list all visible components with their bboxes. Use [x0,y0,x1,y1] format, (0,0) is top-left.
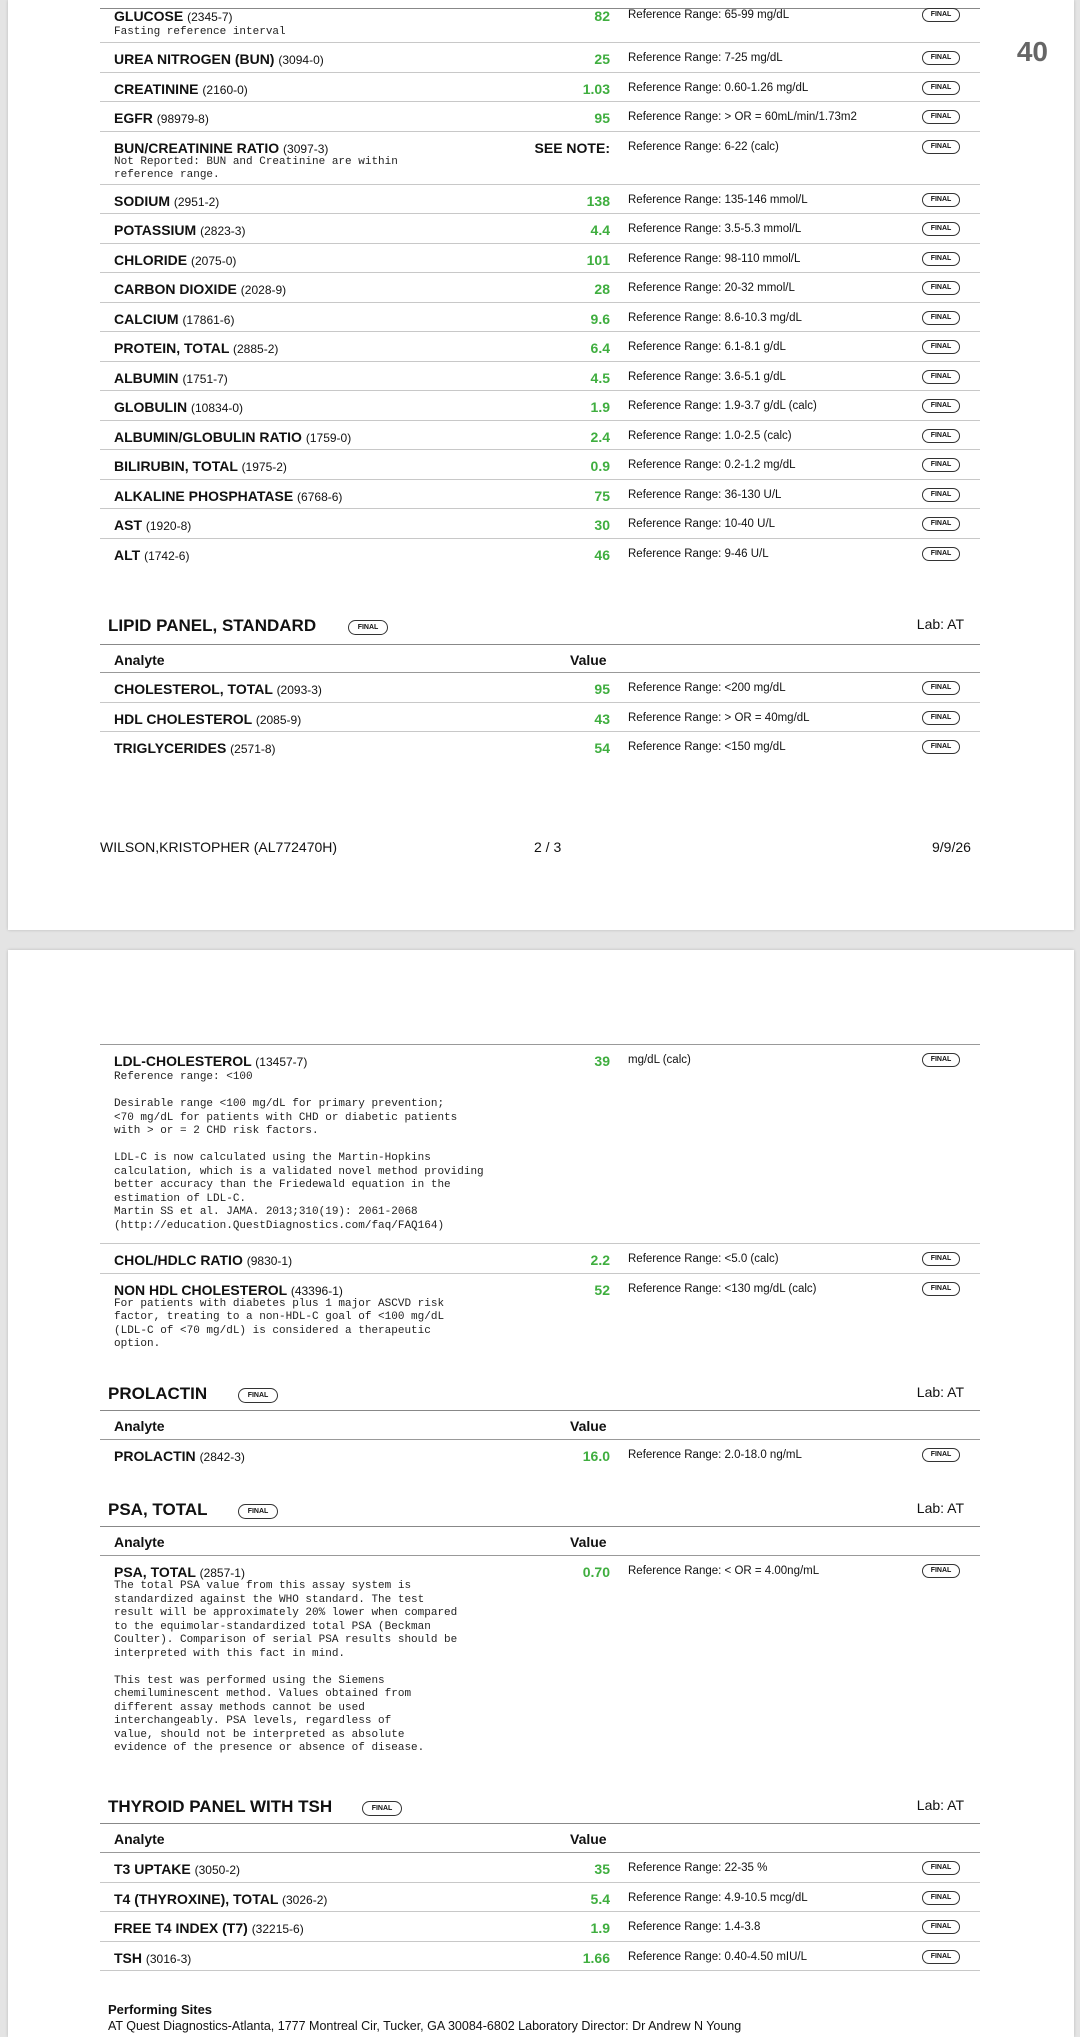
result-row-alt [100,539,980,568]
result-value: 1.03 [582,80,610,97]
result-row-prolactin [100,1440,980,1469]
analyte-name: POTASSIUM (2823-3) [114,222,246,238]
reference-range: Reference Range: <150 mg/dL [628,741,786,753]
analyte-name: BILIRUBIN, TOTAL (1975-2) [114,458,287,474]
analyte-name: CHOLESTEROL, TOTAL (2093-3) [114,681,322,697]
result-value: 35 [594,1861,610,1877]
result-value: 1.9 [590,1920,610,1936]
reference-range: Reference Range: <130 mg/dL (calc) [628,1282,817,1295]
analyte-name: CREATININE (2160-0) [114,80,248,97]
final-status-badge: FINAL [922,711,960,725]
final-status-badge: FINAL [922,193,960,207]
reference-range: Reference Range: 22-35 % [628,1862,768,1874]
result-row-calcium [100,303,980,333]
final-status-badge: FINAL [922,110,960,124]
reference-range: Reference Range: 20-32 mmol/L [628,282,795,294]
column-header-analyte: Analyte [114,1418,165,1434]
column-header-analyte: Analyte [114,1534,165,1550]
result-value: 1.9 [590,399,610,415]
reference-range: mg/dL (calc) [628,1054,691,1066]
final-status-badge: FINAL [238,1388,278,1403]
result-value: 43 [594,710,610,727]
result-row-globulin [100,391,980,421]
result-value: SEE NOTE: [534,139,610,156]
result-row-creatinine [100,73,980,103]
reference-range: Reference Range: 6-22 (calc) [628,140,779,153]
reference-range: Reference Range: 3.6-5.1 g/dL [628,370,786,383]
analyte-name: LDL-CHOLESTEROL (13457-7) [114,1053,308,1069]
result-row-bun-creatinine-ratio [100,132,980,185]
final-status-badge: FINAL [922,1891,960,1905]
final-status-badge: FINAL [362,1801,402,1816]
result-value: 2.4 [590,428,610,445]
final-status-badge: FINAL [922,1861,960,1875]
result-row-chol-hdlc-ratio [100,1244,980,1274]
reference-range: Reference Range: 36-130 U/L [628,488,782,501]
final-status-badge: FINAL [922,370,960,384]
result-row-alkaline-phosphatase [100,480,980,510]
reference-range: Reference Range: 7-25 mg/dL [628,52,783,64]
result-row-protein-total [100,332,980,362]
analyte-name: CARBON DIOXIDE (2028-9) [114,281,287,297]
result-value: 4.4 [590,222,610,238]
analyte-name: ALBUMIN (1751-7) [114,369,228,386]
analyte-name: GLUCOSE (2345-7) [114,8,233,24]
result-value: 82 [594,8,610,24]
final-status-badge: FINAL [348,620,388,635]
lipid-panel-section [100,612,980,762]
reference-range: Reference Range: 4.9-10.5 mcg/dL [628,1891,808,1904]
final-status-badge: FINAL [238,1504,278,1519]
thyroid-panel-section [100,1797,980,1977]
final-status-badge: FINAL [922,1252,960,1266]
reference-range: Reference Range: <5.0 (calc) [628,1253,779,1265]
final-status-badge: FINAL [922,140,960,154]
result-value: 6.4 [590,340,610,356]
final-status-badge: FINAL [922,1448,960,1462]
final-status-badge: FINAL [922,8,960,22]
analyte-name: GLOBULIN (10834-0) [114,399,244,415]
reference-range: Reference Range: 6.1-8.1 g/dL [628,341,786,353]
reference-range: Reference Range: 0.40-4.50 mIU/L [628,1950,807,1963]
final-status-badge: FINAL [922,281,960,295]
final-status-badge: FINAL [922,81,960,95]
reference-range: Reference Range: 0.2-1.2 mg/dL [628,459,796,471]
reference-range: Reference Range: 8.6-10.3 mg/dL [628,311,802,324]
result-value: 30 [594,517,610,533]
analyte-name: CALCIUM (17861-6) [114,310,235,327]
column-header-analyte: Analyte [114,1831,165,1847]
result-value: 75 [594,487,610,504]
result-row-egfr [100,102,980,132]
result-value: 2.2 [590,1252,610,1268]
final-status-badge: FINAL [922,252,960,266]
psa-section [100,1500,980,1760]
result-comment: The total PSA value from this assay system is standardized against the WHO standard. The test result will be approximately 20% lower when compared to the equimolar-standardized total PSA (Beckman Coulter). Comparison of serial PSA results should be interpreted with this fact in mind. This test was performed using the Siemens chemiluminescent method. Values obtained from different assay methods cannot be used interchangeably. PSA levels, regardless of value, should not be interpreted as absolute evidence of the presence or absence of disease. [114,1580,458,1754]
column-header-value: Value [570,1534,607,1550]
section-title: THYROID PANEL WITH TSH [108,1797,333,1816]
section-title: PSA, TOTAL [108,1500,208,1519]
analyte-name: SODIUM (2951-2) [114,192,220,209]
result-row-t3-uptake [100,1853,980,1883]
result-value: 54 [594,740,610,756]
final-status-badge: FINAL [922,222,960,236]
analyte-name: NON HDL CHOLESTEROL (43396-1) [114,1281,343,1298]
analyte-name: ALT (1742-6) [114,546,190,563]
result-row-bilirubin-total [100,450,980,480]
analyte-name: CHOL/HDLC RATIO (9830-1) [114,1252,293,1268]
final-status-badge: FINAL [922,681,960,695]
performing-sites-title: Performing Sites [108,2002,213,2017]
analyte-name: PROLACTIN (2842-3) [114,1448,245,1464]
result-row-albumin [100,362,980,392]
result-row-free-t4-index [100,1912,980,1942]
result-row-bun [100,43,980,73]
analyte-name: FREE T4 INDEX (T7) (32215-6) [114,1920,304,1936]
reference-range: Reference Range: 135-146 mmol/L [628,193,808,206]
result-row-cholesterol-total [100,673,980,703]
final-status-badge: FINAL [922,1564,960,1578]
footer-page-number: 2 / 3 [534,839,562,855]
result-value: 95 [594,681,610,697]
page-badge: 40 [1016,36,1048,67]
section-divider [100,644,980,645]
result-value: 101 [586,251,610,268]
result-value: 0.70 [582,1564,610,1580]
report-page-2 [8,0,1074,930]
lab-code: Lab: AT [916,616,964,632]
final-status-badge: FINAL [922,740,960,754]
analyte-name: ALKALINE PHOSPHATASE (6768-6) [114,487,343,504]
result-value: 52 [594,1281,610,1298]
lab-code: Lab: AT [916,1384,964,1400]
result-value: 25 [594,51,610,67]
reference-range: Reference Range: 1.4-3.8 [628,1921,761,1933]
result-comment: For patients with diabetes plus 1 major ASCVD risk factor, treating to a non-HDL-C goal of <100 mg/dL (LDL-C of <70 mg/dL) is considered a therapeutic option. [114,1297,445,1350]
final-status-badge: FINAL [922,517,960,531]
section-divider [100,1526,980,1527]
analyte-name: EGFR (98979-8) [114,110,209,126]
final-status-badge: FINAL [922,1950,960,1964]
result-row-albumin-globulin-ratio [100,421,980,451]
analyte-name: HDL CHOLESTEROL (2085-9) [114,710,302,727]
result-row-glucose [100,0,980,43]
final-status-badge: FINAL [922,458,960,472]
column-header-analyte: Analyte [114,652,165,668]
result-row-triglycerides [100,732,980,761]
reference-range: Reference Range: 10-40 U/L [628,518,776,530]
section-title: PROLACTIN [108,1384,208,1403]
final-status-badge: FINAL [922,311,960,325]
prolactin-section [100,1384,980,1484]
section-divider [100,1823,980,1824]
result-value: 9.6 [590,310,610,327]
result-value: 16.0 [582,1448,610,1464]
result-row-non-hdl-cholesterol [100,1274,980,1354]
analyte-name: T3 UPTAKE (3050-2) [114,1861,240,1877]
performing-sites [100,2002,980,2036]
footer-date: 9/9/26 [932,839,971,855]
final-status-badge: FINAL [922,488,960,502]
reference-range: Reference Range: 1.0-2.5 (calc) [628,429,792,442]
result-row-tsh [100,1942,980,1972]
result-value: 0.9 [590,458,610,474]
analyte-name: T4 (THYROXINE), TOTAL (3026-2) [114,1890,328,1907]
result-row-hdl-cholesterol [100,703,980,733]
column-header-value: Value [570,652,607,668]
reference-range: Reference Range: > OR = 60mL/min/1.73m2 [628,111,857,123]
result-value: 4.5 [590,369,610,386]
reference-range: Reference Range: 1.9-3.7 g/dL (calc) [628,400,817,412]
reference-range: Reference Range: 2.0-18.0 ng/mL [628,1449,802,1461]
reference-range: Reference Range: 98-110 mmol/L [628,252,801,265]
analyte-name: PROTEIN, TOTAL (2885-2) [114,340,279,356]
final-status-badge: FINAL [922,51,960,65]
reference-range: Reference Range: > OR = 40mg/dL [628,711,810,724]
column-header-value: Value [570,1418,607,1434]
analyte-name: AST (1920-8) [114,517,192,533]
result-row-chloride [100,244,980,274]
result-value: 1.66 [582,1949,610,1966]
result-value: 39 [594,1053,610,1069]
final-status-badge: FINAL [922,1920,960,1934]
report-page-3 [8,950,1074,2037]
result-row-ldl-cholesterol [100,1045,980,1244]
lab-code: Lab: AT [916,1797,964,1813]
analyte-name: BUN/CREATININE RATIO (3097-3) [114,139,329,156]
analyte-name: PSA, TOTAL (2857-1) [114,1564,245,1580]
lab-code: Lab: AT [916,1500,964,1516]
result-row-potassium [100,214,980,244]
section-title: LIPID PANEL, STANDARD [108,616,317,635]
reference-range: Reference Range: 65-99 mg/dL [628,9,790,21]
result-row-t4-total [100,1883,980,1913]
reference-range: Reference Range: 3.5-5.3 mmol/L [628,223,802,235]
result-comment: Reference range: <100 Desirable range <100 mg/dL for primary prevention; <70 mg/dL for patients with CHD or diabetic patients with > or = 2 CHD risk factors. LDL-C is now calculated using the Martin-Hopkins calculation, which is a validated novel method providing better accuracy than the Friedewald equation in the estimation of LDL-C. Martin SS et al. JAMA. 2013;310(19): 2061-2068 (http://education.QuestDiagnostics.com/faq/FAQ164) [114,1071,484,1232]
result-value: 28 [594,281,610,297]
result-row-sodium [100,185,980,215]
analyte-name: TSH (3016-3) [114,1949,192,1966]
result-value: 46 [594,546,610,563]
section-divider [100,1410,980,1411]
final-status-badge: FINAL [922,1282,960,1296]
performing-sites-text: AT Quest Diagnostics-Atlanta, 1777 Montreal Cir, Tucker, GA 30084-6802 Laboratory Director: Dr Andrew N Young [108,2019,742,2033]
reference-range: Reference Range: < OR = 4.00ng/mL [628,1565,820,1577]
final-status-badge: FINAL [922,340,960,354]
analyte-name: TRIGLYCERIDES (2571-8) [114,740,276,756]
analyte-name: UREA NITROGEN (BUN) (3094-0) [114,51,324,67]
result-comment: Not Reported: BUN and Creatinine are within reference range. [114,155,398,181]
result-row-ast [100,509,980,539]
reference-range: Reference Range: 0.60-1.26 mg/dL [628,81,809,94]
result-value: 138 [586,192,610,209]
result-value: 5.4 [590,1890,610,1907]
footer-patient: WILSON,KRISTOPHER (AL772470H) [100,839,338,855]
result-row-psa-total [100,1556,980,1756]
final-status-badge: FINAL [922,1053,960,1067]
reference-range: Reference Range: <200 mg/dL [628,682,786,694]
result-value: 95 [594,110,610,126]
result-comment: Fasting reference interval [114,26,286,38]
reference-range: Reference Range: 9-46 U/L [628,547,769,560]
analyte-name: ALBUMIN/GLOBULIN RATIO (1759-0) [114,428,352,445]
final-status-badge: FINAL [922,399,960,413]
column-header-value: Value [570,1831,607,1847]
final-status-badge: FINAL [922,429,960,443]
analyte-name: CHLORIDE (2075-0) [114,251,237,268]
result-row-carbon-dioxide [100,273,980,303]
final-status-badge: FINAL [922,547,960,561]
